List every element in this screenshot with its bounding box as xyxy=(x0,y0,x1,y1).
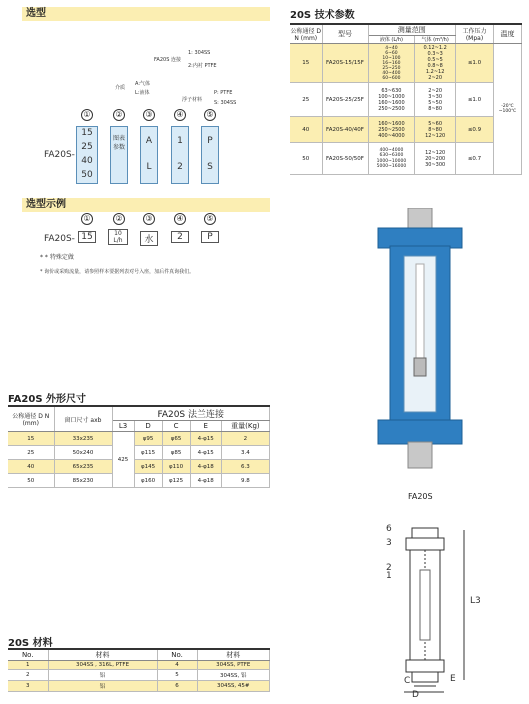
dn-25: 25 xyxy=(81,142,93,152)
tech-gas: 12~120 20~200 30~300 xyxy=(415,143,456,175)
mat-h-no2: No. xyxy=(157,649,197,661)
example-5: P xyxy=(201,231,219,243)
mat-h-no: No. xyxy=(8,649,48,661)
anno-float: 浮子材料 xyxy=(182,97,203,103)
dn-50: 50 xyxy=(81,170,93,180)
tech-table xyxy=(290,23,522,175)
tech-liquid: 4~40 6~60 10~100 16~160 25~250 40~400 60~600 xyxy=(368,44,415,83)
dims-cell: φ85 xyxy=(162,446,190,460)
tech-liquid: 400~4000 630~6300 1000~10000 5000~16000 xyxy=(368,143,415,175)
medium-l: L xyxy=(146,162,152,172)
selection-title: 选型 xyxy=(26,8,46,19)
float-p: P xyxy=(207,136,213,146)
technical-drawing xyxy=(374,520,494,700)
tech-dn: 40 xyxy=(290,117,322,143)
mat-cell: 304SS, PTFE xyxy=(197,661,269,670)
tech-model: FA20S-25/25F xyxy=(322,83,368,117)
ex-step-3-icon: ③ xyxy=(143,213,155,225)
ex-step-1-icon: ① xyxy=(81,213,93,225)
anno-float-s: S: 304SS xyxy=(214,100,237,106)
th-model: 型号 xyxy=(322,24,368,44)
tech-gas: 5~60 8~80 12~120 xyxy=(415,117,456,143)
step-2-icon: ② xyxy=(113,109,125,121)
draw-label-l3: L3 xyxy=(470,596,481,606)
draw-label-6: 6 xyxy=(386,524,392,534)
th-dn: 公称通径 D N (mm) xyxy=(290,24,322,44)
special-note: * * 特殊定做 xyxy=(40,254,74,261)
tech-liquid: 63~630 100~1000 160~1600 250~2500 xyxy=(368,83,415,117)
dims-table xyxy=(8,405,270,488)
tech-liquid: 160~1600 250~2500 400~4000 xyxy=(368,117,415,143)
dims-cell: 4-φ15 xyxy=(190,432,221,446)
draw-label-c: C xyxy=(404,676,411,686)
dims-cell: 4-φ18 xyxy=(190,474,221,488)
mat-cell: 铝 xyxy=(48,670,157,681)
dims-h3: FA20S 法兰连接 xyxy=(112,406,270,421)
example-prefix: FA20S- xyxy=(44,234,75,244)
th-temp: 温度 xyxy=(494,24,522,44)
example-1: 15 xyxy=(78,231,96,243)
dims-cell: 9.8 xyxy=(221,474,269,488)
dims-cell: 33x235 xyxy=(54,432,112,446)
mat-cell: 304SS, 45# xyxy=(197,681,269,692)
step-4-icon: ④ xyxy=(174,109,186,121)
dims-cell: 3.4 xyxy=(221,446,269,460)
draw-label-d: D xyxy=(412,690,419,700)
anno-medium-l: L:液体 xyxy=(135,90,150,96)
conn-2: 2 xyxy=(177,162,183,172)
dims-cell: 15 xyxy=(8,432,54,446)
dims-cell: 65x235 xyxy=(54,460,112,474)
tech-pressure: ≤0.9 xyxy=(456,117,494,143)
step-1-icon: ① xyxy=(81,109,93,121)
dims-l3: 425 xyxy=(112,432,134,488)
step-5-icon: ⑤ xyxy=(204,109,216,121)
tech-pressure: ≤1.0 xyxy=(456,83,494,117)
tech-gas: 0.12~1.2 0.3~3 0.5~5 0.8~8 1.2~12 2~20 xyxy=(415,44,456,83)
dims-cell: 2 xyxy=(221,432,269,446)
dims-cell: φ95 xyxy=(134,432,162,446)
anno-conn-1: 1: 304SS xyxy=(188,50,211,56)
photo-caption: FA20S xyxy=(408,492,433,501)
dims-cell: 4-φ15 xyxy=(190,446,221,460)
mat-cell: 6 xyxy=(157,681,197,692)
dims-h1: 公称通径 D N (mm) xyxy=(8,406,54,432)
tech-dn: 25 xyxy=(290,83,322,117)
mat-cell: 3 xyxy=(8,681,48,692)
ex-step-4-icon: ④ xyxy=(174,213,186,225)
dims-h2: 窗口尺寸 axb xyxy=(54,406,112,432)
tech-pressure: ≤1.0 xyxy=(456,44,494,83)
model-prefix: FA20S- xyxy=(44,150,75,160)
dn-15: 15 xyxy=(81,128,93,138)
flowmeter-photo xyxy=(370,208,470,478)
anno-medium-a: A:气体 xyxy=(135,81,151,87)
th-liquid: 液体 (L/h) xyxy=(368,36,415,44)
ex-step-5-icon: ⑤ xyxy=(204,213,216,225)
mat-cell: 铝 xyxy=(48,681,157,692)
step-3-icon: ③ xyxy=(143,109,155,121)
th-range: 测量范围 xyxy=(368,24,456,36)
mat-cell: 4 xyxy=(157,661,197,670)
purchase-note: * 询价或采购流量，请参照样本要据列表对号入座，加后件真询我们。 xyxy=(40,269,195,275)
mat-cell: 5 xyxy=(157,670,197,681)
dims-cell: φ65 xyxy=(162,432,190,446)
mat-cell: 1 xyxy=(8,661,48,670)
dims-sub-l3: L3 xyxy=(112,421,134,432)
selection-title-bar xyxy=(22,7,270,21)
mat-h-mat2: 材料 xyxy=(197,649,269,661)
dims-sub-e: E xyxy=(190,421,221,432)
example-title-bar xyxy=(22,198,270,212)
dims-title: FA20S 外形尺寸 xyxy=(8,394,87,405)
ex-step-2-icon: ② xyxy=(113,213,125,225)
dims-cell: 50x240 xyxy=(54,446,112,460)
tech-model: FA20S-15/15F xyxy=(322,44,368,83)
anno-conn-2: 2:内衬 PTFE xyxy=(188,63,217,69)
tech-dn: 50 xyxy=(290,143,322,175)
dims-cell: 25 xyxy=(8,446,54,460)
dims-sub-weight: 重量(Kg) xyxy=(221,421,269,432)
tech-model: FA20S-50/50F xyxy=(322,143,368,175)
mat-cell: 304SS , 316L, PTFE xyxy=(48,661,157,670)
dims-cell: 4-φ18 xyxy=(190,460,221,474)
conn-options xyxy=(171,126,189,184)
tech-temperature: -20℃ ~100℃ xyxy=(494,44,522,175)
th-gas: 气体 (m³/h) xyxy=(415,36,456,44)
dn-40: 40 xyxy=(81,156,93,166)
example-2: 10 L/h xyxy=(108,229,128,245)
dims-cell: φ115 xyxy=(134,446,162,460)
anno-conn: FA20S 连接 xyxy=(154,57,181,63)
dims-sub-c: C xyxy=(162,421,190,432)
conn-1: 1 xyxy=(177,136,183,146)
example-4: 2 xyxy=(171,231,189,243)
dims-cell: φ160 xyxy=(134,474,162,488)
tech-model: FA20S-40/40F xyxy=(322,117,368,143)
param-text: 图表参数 xyxy=(112,135,125,151)
tech-dn: 15 xyxy=(290,44,322,83)
example-3: 水 xyxy=(140,231,158,246)
mat-cell: 2 xyxy=(8,670,48,681)
tech-pressure: ≤0.7 xyxy=(456,143,494,175)
float-s: S xyxy=(207,162,213,172)
draw-label-3: 3 xyxy=(386,538,392,548)
mat-cell: 304SS, 铝 xyxy=(197,670,269,681)
dims-cell: 6.3 xyxy=(221,460,269,474)
dims-sub-d: D xyxy=(134,421,162,432)
materials-table xyxy=(8,648,270,692)
dims-cell: 50 xyxy=(8,474,54,488)
dims-cell: φ145 xyxy=(134,460,162,474)
dims-cell: 40 xyxy=(8,460,54,474)
materials-title: 20S 材料 xyxy=(8,638,53,649)
mat-h-mat: 材料 xyxy=(48,649,157,661)
tech-gas: 2~20 3~30 5~50 8~80 xyxy=(415,83,456,117)
anno-float-p: P: PTFE xyxy=(214,90,233,96)
draw-label-e: E xyxy=(450,674,456,684)
float-options xyxy=(201,126,219,184)
dims-cell: φ125 xyxy=(162,474,190,488)
dims-cell: φ110 xyxy=(162,460,190,474)
medium-a: A xyxy=(145,136,153,146)
example-title: 选型示例 xyxy=(26,199,66,210)
dims-cell: 85x230 xyxy=(54,474,112,488)
anno-medium: 介质 xyxy=(115,85,126,91)
draw-label-2: 2 xyxy=(386,563,392,573)
th-pressure: 工作压力 (Mpa) xyxy=(456,24,494,44)
draw-label-1: 1 xyxy=(386,571,392,581)
tech-title: 20S 技术参数 xyxy=(290,10,355,21)
medium-options xyxy=(140,126,158,184)
